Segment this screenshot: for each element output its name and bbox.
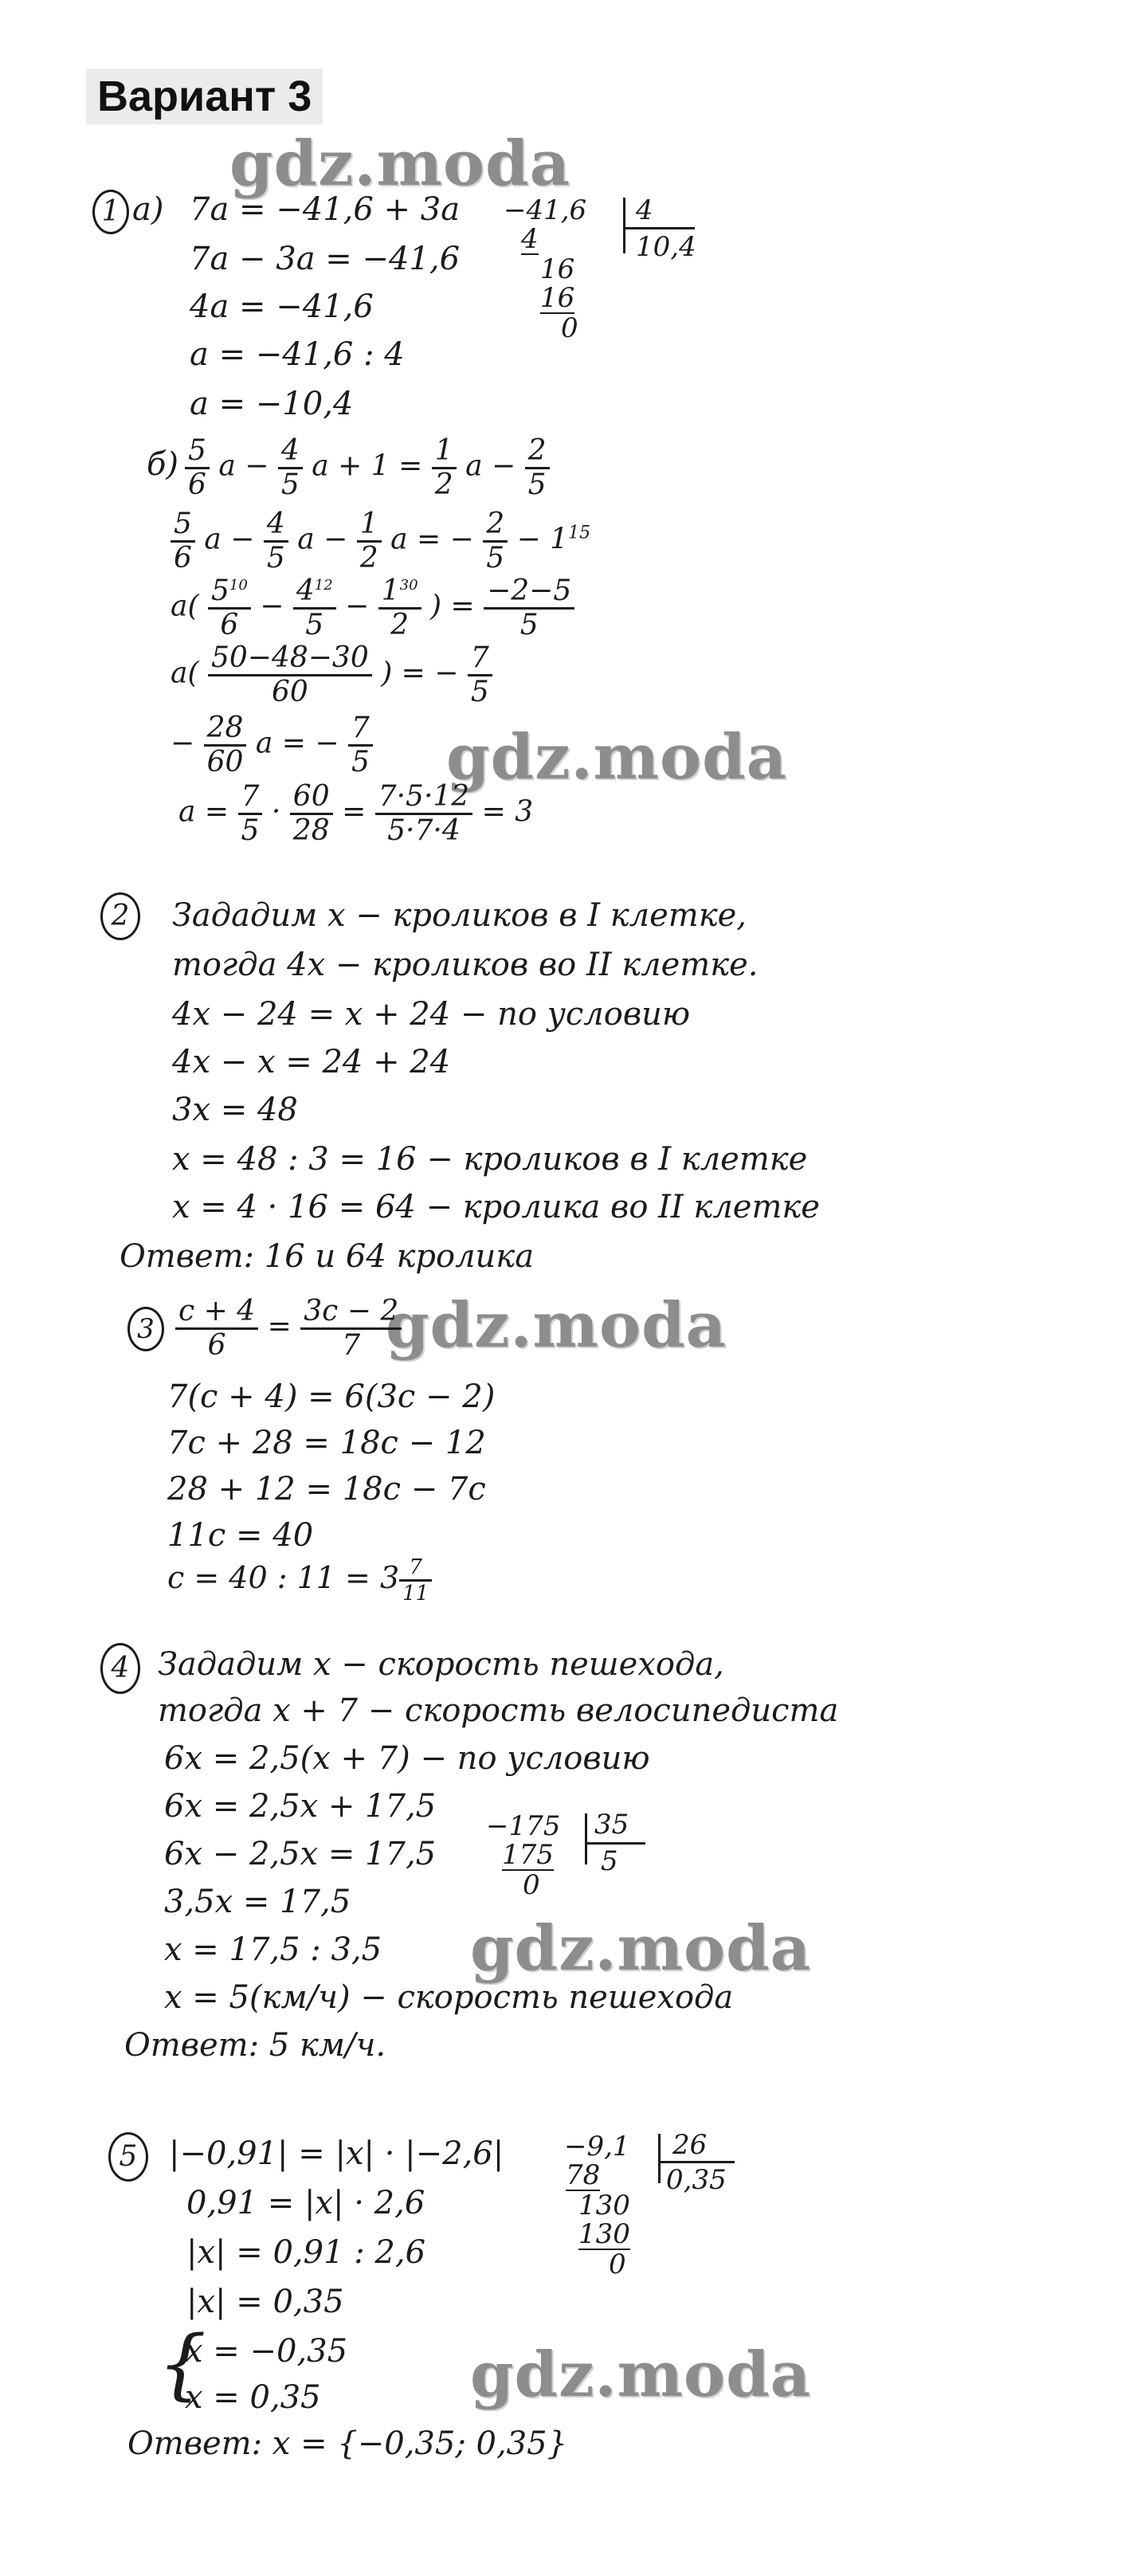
task-number: 1 bbox=[92, 190, 129, 234]
division-bar bbox=[585, 1813, 587, 1864]
division-divisor: 26 bbox=[672, 2129, 708, 2161]
system-line: х = 0,35 bbox=[185, 2379, 321, 2416]
solution-line: 6х = 2,5(х + 7) − по условию bbox=[164, 1740, 650, 1777]
solution-line: 4х − 24 = х + 24 − по условию bbox=[172, 996, 691, 1033]
system-line: х = −0,35 bbox=[185, 2333, 348, 2370]
answer-line: Ответ: х = {−0,35; 0,35} bbox=[127, 2425, 568, 2462]
equation-line: 7(с + 4) = 6(3с − 2) bbox=[167, 1378, 496, 1415]
answer-line: Ответ: 5 км/ч. bbox=[124, 2027, 386, 2064]
equation-line: 11с = 40 bbox=[167, 1517, 314, 1554]
division-bar bbox=[658, 2161, 735, 2163]
solution-line: 4х − х = 24 + 24 bbox=[172, 1044, 451, 1080]
task-number: 5 bbox=[108, 2132, 148, 2182]
equation-line: |−0,91| = |х| · |−2,6| bbox=[169, 2135, 504, 2172]
equation-line: $\frac{5}{6}$ а − $\frac{4}{5}$ а + 1 = $\frac{1}{2}$ а − $\frac{2}{5}$ bbox=[185, 437, 550, 500]
page-title: Вариант 3 bbox=[86, 69, 323, 124]
solution-line: 6х − 2,5х = 17,5 bbox=[164, 1836, 437, 1872]
equation-line: 0,91 = |х| · 2,6 bbox=[186, 2185, 425, 2221]
answer-line: Ответ: 16 и 64 кролика bbox=[120, 1238, 535, 1275]
system-brace: { bbox=[158, 2319, 207, 2409]
equation-line: 4а = −41,6 bbox=[190, 288, 374, 325]
solution-line: 6х = 2,5х + 17,5 bbox=[164, 1788, 437, 1825]
equation-line: 7а − 3а = −41,6 bbox=[190, 241, 461, 277]
equation-line: а( $\frac{50-48-30}{60}$ ) = − $\frac{7}{5}$ bbox=[171, 644, 492, 707]
solution-line: х = 5(км/ч) − скорость пешехода bbox=[164, 1979, 734, 2016]
equation-line: с = 40 : 11 = 3 $\frac{7}{11}$ bbox=[167, 1557, 432, 1604]
division-bar bbox=[585, 1842, 645, 1845]
solution-line: тогда х + 7 − скорость велосипедиста bbox=[158, 1692, 839, 1729]
division-bar bbox=[623, 198, 625, 253]
watermark: gdz.moda bbox=[470, 1912, 812, 1985]
solution-line: х = 48 : 3 = 16 − кроликов в I клетке bbox=[172, 1141, 808, 1178]
equation-line: $\frac{5}{6}$ а − $\frac{4}{5}$ а − $\frac{1}{2}$ а = − $\frac{2}{5}$ − $1^{15}$ bbox=[171, 510, 590, 573]
watermark: gdz.moda bbox=[446, 721, 788, 794]
long-division: −9,1 78 130 130 0 bbox=[564, 2131, 630, 2280]
equation-line: − $\frac{28}{60}$ а = − $\frac{7}{5}$ bbox=[171, 714, 373, 777]
task-number: 2 bbox=[100, 892, 140, 940]
part-label: б) bbox=[147, 446, 179, 483]
division-bar bbox=[658, 2134, 661, 2183]
watermark: gdz.moda bbox=[229, 127, 571, 200]
watermark: gdz.moda bbox=[470, 2339, 812, 2411]
equation-line: 28 + 12 = 18с − 7с bbox=[167, 1471, 486, 1508]
equation-line: а = −41,6 : 4 bbox=[190, 336, 405, 373]
equation-line: |х| = 0,35 bbox=[186, 2284, 344, 2320]
long-division: −175 175 0 bbox=[486, 1810, 561, 1901]
solution-line: тогда 4х − кроликов во II клетке. bbox=[172, 947, 759, 983]
task-number: 4 bbox=[100, 1643, 140, 1694]
equation-line: 7с + 28 = 18с − 12 bbox=[167, 1425, 486, 1461]
solution-line: Зададим х − кроликов в I клетке, bbox=[172, 897, 747, 934]
equation-line: а( $\frac{5^{10}}{6}$ − $\frac{4^{12}}{5}$ − $\frac{1^{30}}{2}$ ) = $\frac{-2-5}{5}$ bbox=[171, 577, 574, 640]
equation-line: $\frac{с + 4}{6}$ = $\frac{3с - 2}{7}$ bbox=[175, 1297, 402, 1360]
division-quotient: 0,35 bbox=[666, 2164, 727, 2196]
equation-line: а = $\frac{7}{5}$ · $\frac{60}{28}$ = $\frac{7\cdot 5\cdot 12}{5\cdot 7\cdot 4}$ = 3 bbox=[178, 780, 534, 847]
long-division: −41,6 4 16 16 0 bbox=[504, 194, 587, 344]
solution-line: Зададим х − скорость пешехода, bbox=[158, 1646, 724, 1683]
division-bar bbox=[623, 227, 695, 229]
watermark: gdz.moda bbox=[386, 1289, 727, 1362]
division-divisor: 35 bbox=[594, 1809, 629, 1841]
equation-line: |х| = 0,91 : 2,6 bbox=[186, 2234, 426, 2271]
part-label: а) bbox=[132, 191, 164, 228]
task-number: 3 bbox=[127, 1307, 164, 1351]
solution-line: 3х = 48 bbox=[172, 1092, 298, 1128]
solution-line: 3,5х = 17,5 bbox=[164, 1884, 351, 1920]
equation-line: а = −10,4 bbox=[190, 386, 354, 422]
division-divisor: 4 bbox=[636, 194, 653, 226]
equation-line: 7а = −41,6 + 3а bbox=[190, 191, 461, 228]
division-quotient: 10,4 bbox=[636, 231, 696, 263]
division-quotient: 5 bbox=[601, 1845, 618, 1877]
solution-line: х = 17,5 : 3,5 bbox=[164, 1931, 382, 1968]
solution-line: х = 4 · 16 = 64 − кролика во II клетке bbox=[172, 1189, 820, 1225]
